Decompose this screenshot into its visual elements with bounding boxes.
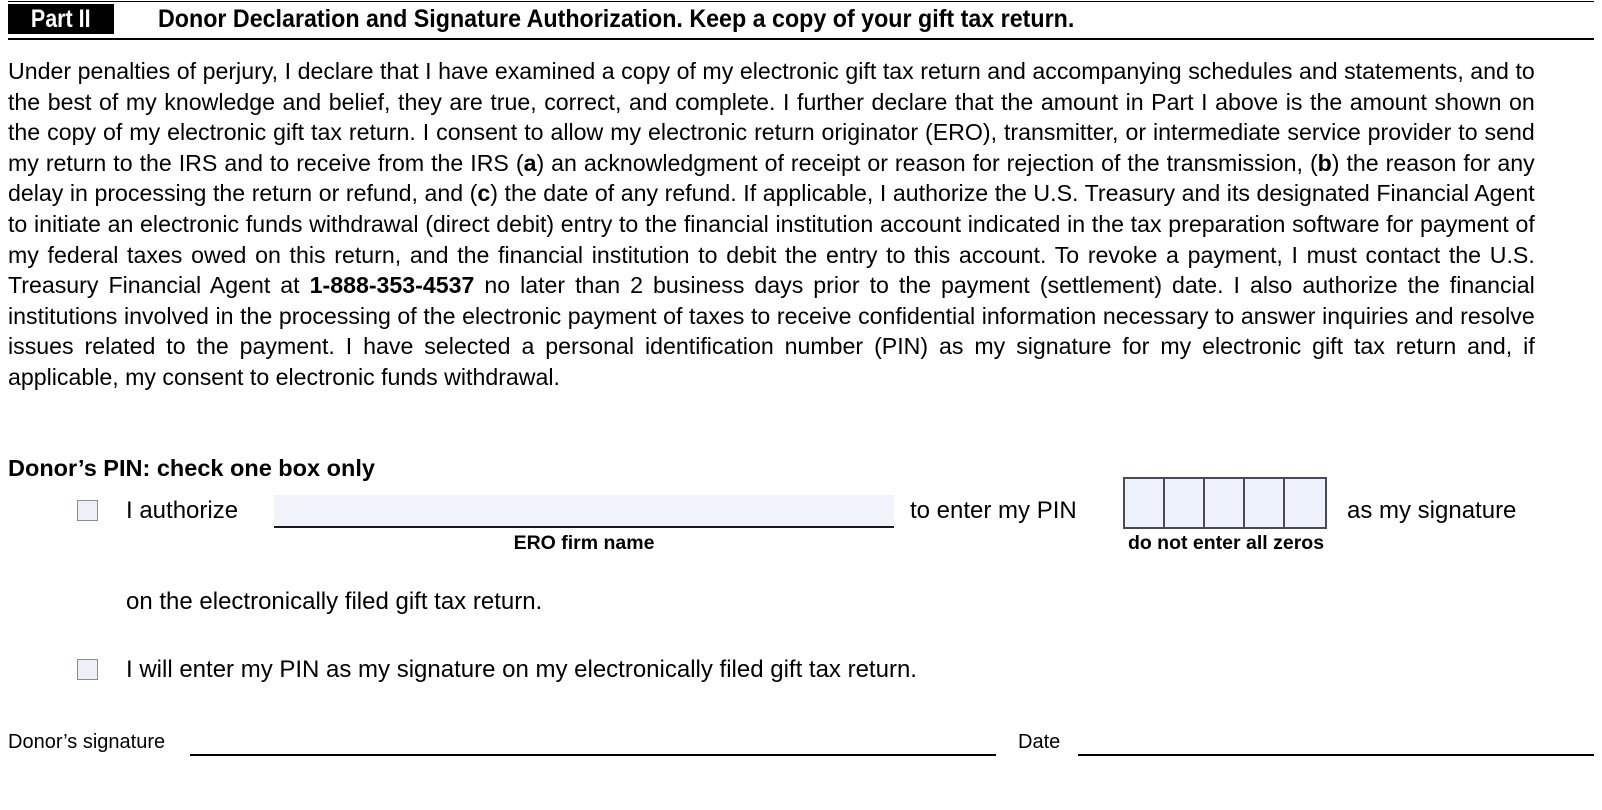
label-as-my-signature: as my signature [1347, 497, 1517, 524]
ero-firm-name-caption: ERO firm name [513, 532, 655, 554]
date-label: Date [1018, 731, 1061, 753]
part-number-label: Part II [31, 4, 91, 33]
ero-firm-name-input[interactable] [274, 495, 894, 528]
pin-digit-cell-4[interactable] [1245, 479, 1285, 527]
checkbox-will-enter-own-pin[interactable] [77, 659, 98, 680]
pin-digit-boxes[interactable] [1123, 477, 1327, 529]
pin-boxes-caption: do not enter all zeros [1127, 532, 1325, 554]
signature-footer [0, 730, 1602, 770]
declaration-text-part-2: ) an acknowledgment of receipt or reason for rejection of the transmission, ( [536, 149, 1318, 176]
checkbox-authorize-ero[interactable] [77, 500, 98, 521]
header-top-rule [8, 1, 1594, 2]
pin-option-one-continuation: on the electronically filed gift tax return. [126, 588, 543, 615]
part-header-bar [0, 0, 1602, 42]
date-line[interactable] [1078, 754, 1594, 756]
declaration-text-part-4: ) the date of any refund. If applicable, I authorize the U.S. Treasury and its designated Financial Agent to initiate an electronic funds withdrawal (direct debit) entry to the financial institution account indicated in the tax preparation software for payment of my federal taxes owed on this return, and the financial institution to debit the entry to this account. To revoke a payment, I must contact the U.S. Treasury Financial Agent at [8, 180, 1535, 299]
part-title: Donor Declaration and Signature Authorization. Keep a copy of your gift tax return. [158, 4, 1075, 33]
declaration-marker-a: a [523, 149, 537, 176]
donor-signature-line[interactable] [190, 754, 996, 756]
pin-option-one-row [0, 490, 1602, 570]
label-i-authorize: I authorize [126, 497, 239, 524]
pin-digit-cell-3[interactable] [1205, 479, 1245, 527]
pin-digit-cell-1[interactable] [1125, 479, 1165, 527]
header-bottom-rule [8, 38, 1594, 40]
treasury-phone-number: 1-888-353-4537 [309, 272, 475, 299]
declaration-text-part-1: Under penalties of perjury, I declare that I have examined a copy of my electronic gift tax return and accompanying schedules and statements, and to the best of my knowledge and belief, they are true, correct, and complete. I further declare that the amount in Part I above is the amount shown on the copy of my electronic gift tax return. I consent to allow my electronic return originator (ERO), transmitter, or intermediate service provider to send my return to the IRS and to receive from the IRS ( [8, 58, 1535, 176]
declaration-marker-b: b [1317, 149, 1332, 176]
declaration-text-part-3: ) the reason for any delay in processing the return or refund, and ( [8, 149, 1535, 207]
declaration-paragraph [8, 56, 1535, 393]
donor-signature-label: Donor’s signature [8, 731, 166, 753]
donor-pin-heading: Donor’s PIN: check one box only [8, 455, 375, 481]
pin-digit-cell-2[interactable] [1165, 479, 1205, 527]
label-to-enter-my-pin: to enter my PIN [910, 497, 1077, 524]
pin-option-two-row [0, 650, 1602, 695]
pin-digit-cell-5[interactable] [1285, 479, 1325, 527]
declaration-marker-c: c [477, 180, 491, 207]
part-number-badge [8, 4, 114, 34]
declaration-text-part-5: no later than 2 business days prior to the payment (settlement) date. I also authorize the financial institutions involved in the processing of the electronic payment of taxes to receive confidential information necessary to answer inquiries and resolve issues related to the payment. I have selected a personal identification number (PIN) as my signature for my electronic gift tax return and, if applicable, my consent to electronic funds withdrawal. [8, 272, 1535, 390]
label-will-enter-own-pin: I will enter my PIN as my signature on my electronically filed gift tax return. [126, 656, 917, 683]
